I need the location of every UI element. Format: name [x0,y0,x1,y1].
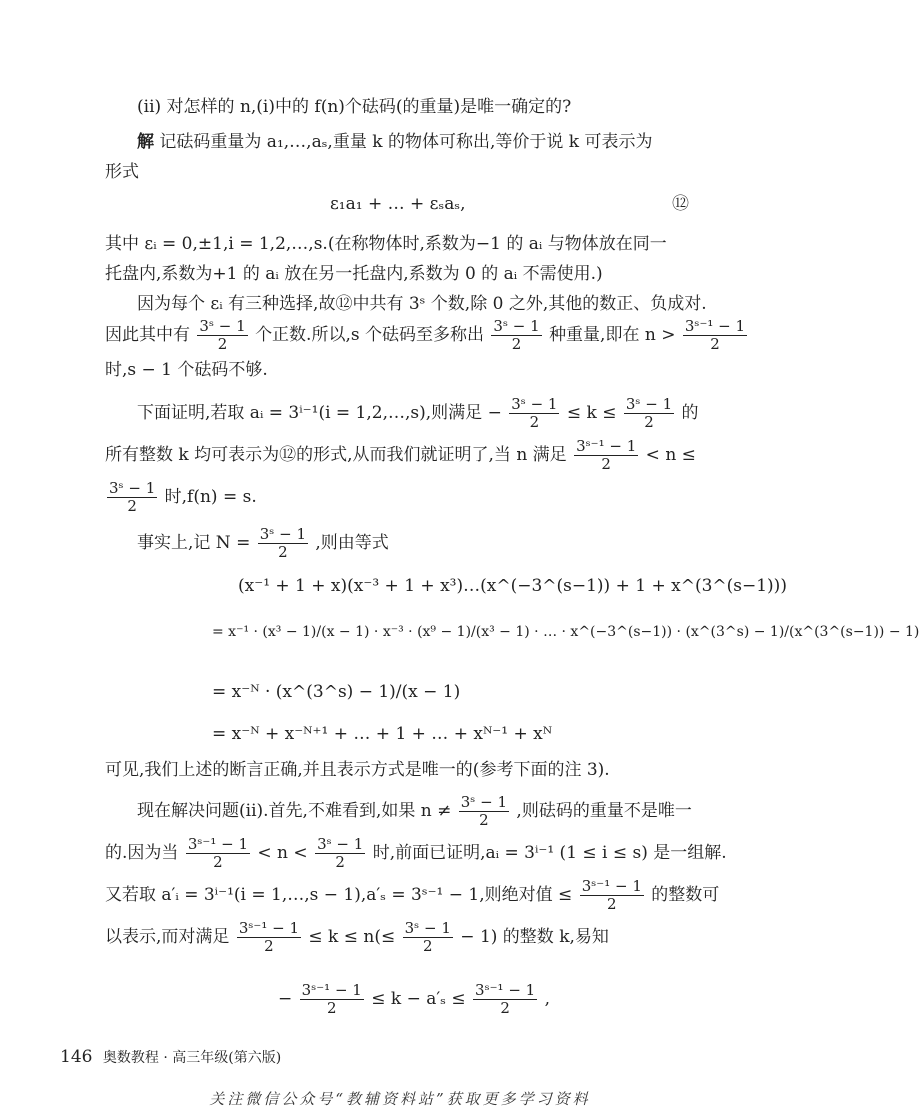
text-line: 时,s − 1 个砝码不够. [105,360,268,380]
fraction [258,526,308,561]
text-span: − [278,989,293,1009]
fraction [237,920,301,955]
text-line [105,920,695,955]
denominator: 2 [500,999,510,1017]
denominator: 2 [607,895,617,913]
text-line [105,835,727,871]
text-span: 下面证明,若取 aᵢ = 3ⁱ⁻¹(i = 1,2,…,s),则满足 − [137,403,502,423]
page-number: 146 [60,1047,93,1067]
numerator: 3ˢ⁻¹ − 1 [581,877,642,895]
equation-line: = x⁻ᴺ + x⁻ᴺ⁺¹ + … + 1 + … + xᴺ⁻¹ + xᴺ [212,724,553,744]
fraction [107,480,157,515]
numerator: 3ˢ − 1 [625,395,673,413]
denominator: 2 [529,413,540,431]
text-span: 种重量,即在 n > [549,325,676,345]
book-title: 奥数教程 · 高三年级(第六版) [102,1050,282,1066]
text-span: < n < [257,843,308,863]
numerator: 3ˢ − 1 [460,793,508,811]
denominator: 2 [601,455,611,473]
text-span: 的整数可 [651,885,720,905]
fraction [459,794,509,829]
denominator: 2 [217,335,228,353]
text-span: ≤ k − a′ₛ ≤ [371,989,466,1009]
denominator: 2 [511,335,522,353]
text-span: 因此其中有 [105,325,190,345]
fraction [403,920,453,955]
fraction [186,836,250,871]
numerator: 3ˢ − 1 [109,479,156,497]
denominator: 2 [213,853,223,871]
equation-12: ε₁a₁ + … + εₛaₛ, [330,194,466,214]
fraction [300,982,364,1017]
text-line [137,395,699,431]
text-span: , [544,989,551,1009]
equation-line: (x⁻¹ + 1 + x)(x⁻³ + 1 + x³)…(x^(−3^(s−1)) + 1 + x^(3^(s−1))) [238,576,787,596]
fraction [624,396,674,431]
text-line [105,480,695,515]
fraction [580,878,644,913]
numerator: 3ˢ⁻¹ − 1 [475,981,536,999]
text-span: 以表示,而对满足 [105,927,230,947]
text-line [137,526,695,561]
fraction [683,318,747,353]
denominator: 2 [710,335,720,353]
denominator: 2 [479,811,489,829]
text-span: 所有整数 k 均可表示为⑫的形式,从而我们就证明了,当 n 满足 [105,445,567,465]
numerator: 3ˢ − 1 [511,395,558,413]
solution-label: 解 [137,132,154,152]
numerator: 3ˢ − 1 [493,317,540,335]
text-span: ,则由等式 [315,533,389,553]
text-span: 时,前面已证明,aᵢ = 3ⁱ⁻¹ (1 ≤ i ≤ s) 是一组解. [372,843,727,863]
fraction [509,396,559,431]
numerator: 3ˢ − 1 [259,525,306,543]
text-line: 托盘内,系数为+1 的 aᵢ 放在另一托盘内,系数为 0 的 aᵢ 不需使用.) [105,264,603,284]
text-span: 个正数.所以,s 个砝码至多称出 [255,325,484,345]
text-line: 可见,我们上述的断言正确,并且表示方式是唯一的(参考下面的注 3). [105,760,610,780]
question-ii: (ii) 对怎样的 n,(i)中的 f(n)个砝码(的重量)是唯一确定的? [137,97,572,117]
numerator: 3ˢ⁻¹ − 1 [301,981,362,999]
denominator: 2 [422,937,433,955]
text-line: 因为每个 εᵢ 有三种选择,故⑫中共有 3ˢ 个数,除 0 之外,其他的数正、负成对. [137,294,707,314]
text-span: ≤ k ≤ [566,403,617,423]
text-span: ,则砝码的重量不是唯一 [516,801,692,821]
equation-line [278,982,550,1017]
text-line [137,794,695,829]
denominator: 2 [335,853,345,871]
solution-line [137,128,695,156]
text-span: < n ≤ [645,445,696,465]
numerator: 3ˢ − 1 [404,919,451,937]
denominator: 2 [278,543,288,561]
text-span: − 1) 的整数 k,易知 [460,927,609,947]
text-span: 的 [681,403,699,423]
text-span: 现在解决问题(ii).首先,不难看到,如果 n ≠ [137,801,452,821]
equation-number-12: ⑫ [672,194,689,214]
numerator: 3ˢ⁻¹ − 1 [238,919,299,937]
page-footer [60,1047,281,1067]
numerator: 3ˢ − 1 [317,835,364,853]
numerator: 3ˢ⁻¹ − 1 [187,835,248,853]
text-line: 形式 [105,162,139,182]
denominator: 2 [264,937,274,955]
fraction [197,318,247,353]
fraction [574,438,638,473]
solution-text: 记砝码重量为 a₁,…,aₛ,重量 k 的物体可称出,等价于说 k 可表示为 [159,132,653,152]
fraction [473,982,537,1017]
equation-line: = x⁻¹ · (x³ − 1)/(x − 1) · x⁻³ · (x⁹ − 1)/(x³ − 1) · … · x^(−3^(s−1)) · (x^(3^s) − 1)/(x^(3^(s−1)) − 1) [212,624,919,640]
text-span: 事实上,记 N = [137,533,251,553]
text-line [105,317,746,353]
numerator: 3ˢ − 1 [199,317,246,335]
text-span: 又若取 a′ᵢ = 3ⁱ⁻¹(i = 1,…,s − 1),a′ₛ = 3ˢ⁻¹ − 1,则绝对值 ≤ [105,885,573,905]
equation-line: = x⁻ᴺ · (x^(3^s) − 1)/(x − 1) [212,682,461,702]
numerator: 3ˢ⁻¹ − 1 [576,437,637,455]
text-span: 时,f(n) = s. [164,487,257,507]
text-line [105,438,695,473]
text-span: 的.因为当 [105,843,179,863]
text-line [105,877,720,913]
watermark-text: 关注微信公众号“教辅资料站”获取更多学习资料 [209,1090,591,1108]
text-span: ≤ k ≤ n(≤ [308,927,396,947]
denominator: 2 [326,999,337,1017]
fraction [315,836,365,871]
fraction [491,318,541,353]
text-line: 其中 εᵢ = 0,±1,i = 1,2,…,s.(在称物体时,系数为−1 的 aᵢ 与物体放在同一 [105,234,667,254]
numerator: 3ˢ⁻¹ − 1 [684,317,746,335]
denominator: 2 [127,497,137,515]
denominator: 2 [644,413,654,431]
